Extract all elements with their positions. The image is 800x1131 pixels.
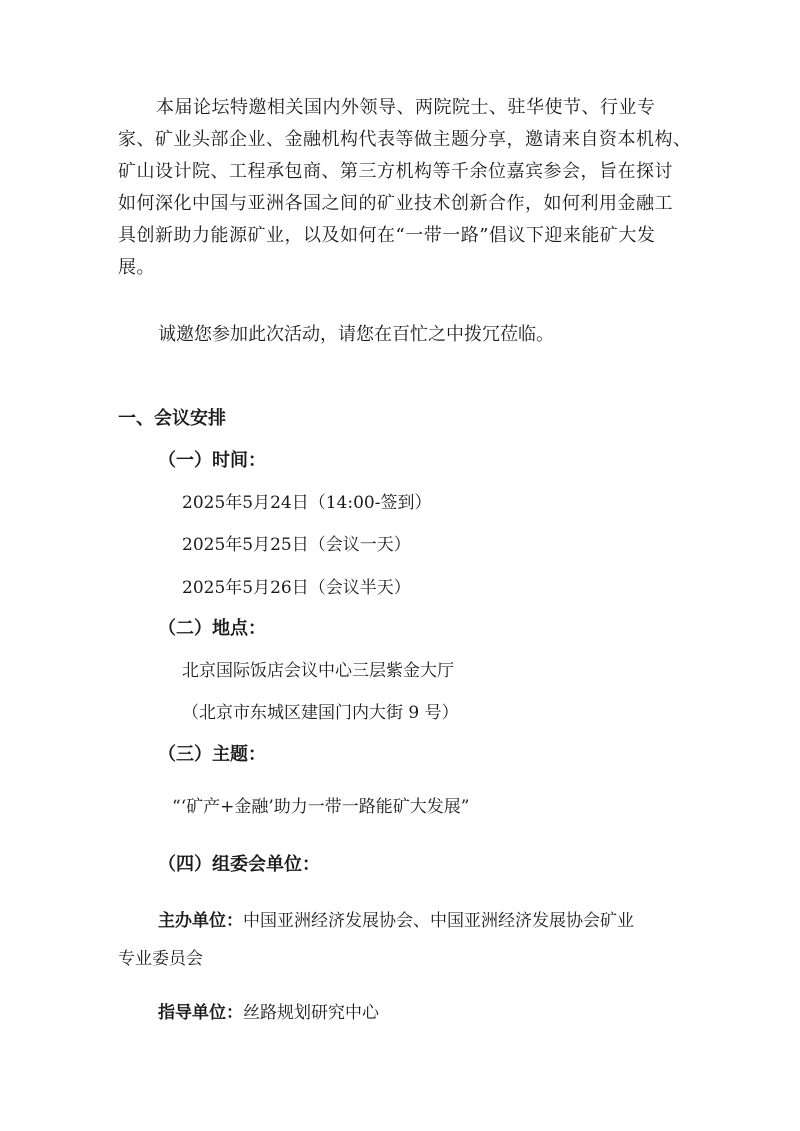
intro-line: 如何深化中国与亚洲各国之间的矿业技术创新合作，如何利用金融工 — [118, 193, 673, 214]
date-item: 2025年5月26日（会议半天） — [182, 578, 411, 598]
guiding-unit-line — [158, 998, 379, 1023]
host-organizer-continuation: 专业委员会 — [118, 949, 203, 969]
invitation-text: 诚邀您参加此次活动，请您在百忙之中拨冗莅临。 — [158, 324, 554, 345]
date-item: 2025年5月24日（14:00-签到） — [182, 493, 432, 513]
theme-heading: （三）主题： — [158, 744, 266, 765]
intro-paragraph — [118, 92, 692, 284]
host-organizer-value: 中国亚洲经济发展协会、中国亚洲经济发展协会矿业 — [243, 911, 634, 931]
venue-address: （北京市东城区建国门内大街 9 号） — [182, 703, 459, 723]
venue-name: 北京国际饭店会议中心三层紫金大厅 — [182, 661, 454, 681]
guiding-unit-value: 丝路规划研究中心 — [243, 1003, 379, 1023]
intro-line: 矿山设计院、工程承包商、第三方机构等千余位嘉宾参会，旨在探讨 — [118, 161, 673, 182]
intro-line: 具创新助力能源矿业，以及如何在“一带一路”倡议下迎来能矿大发 — [118, 225, 656, 246]
time-heading: （一）时间： — [158, 450, 266, 471]
date-item: 2025年5月25日（会议一天） — [182, 535, 411, 555]
theme-text: “‘矿产+金融’助力一带一路能矿大发展” — [172, 797, 470, 817]
committee-heading: （四）组委会单位： — [158, 854, 320, 875]
venue-heading: （二）地点： — [158, 618, 266, 639]
guiding-unit-label: 指导单位： — [158, 1003, 243, 1023]
host-organizer-line — [158, 906, 634, 931]
intro-line: 展。 — [118, 257, 155, 278]
section-heading-arrangement: 一、会议安排 — [118, 408, 226, 429]
intro-line: 家、矿业头部企业、金融机构代表等做主题分享，邀请来自资本机构、 — [118, 129, 692, 150]
intro-line: 本届论坛特邀相关国内外领导、两院院士、驻华使节、行业专 — [156, 97, 656, 118]
host-organizer-label: 主办单位： — [158, 911, 243, 931]
